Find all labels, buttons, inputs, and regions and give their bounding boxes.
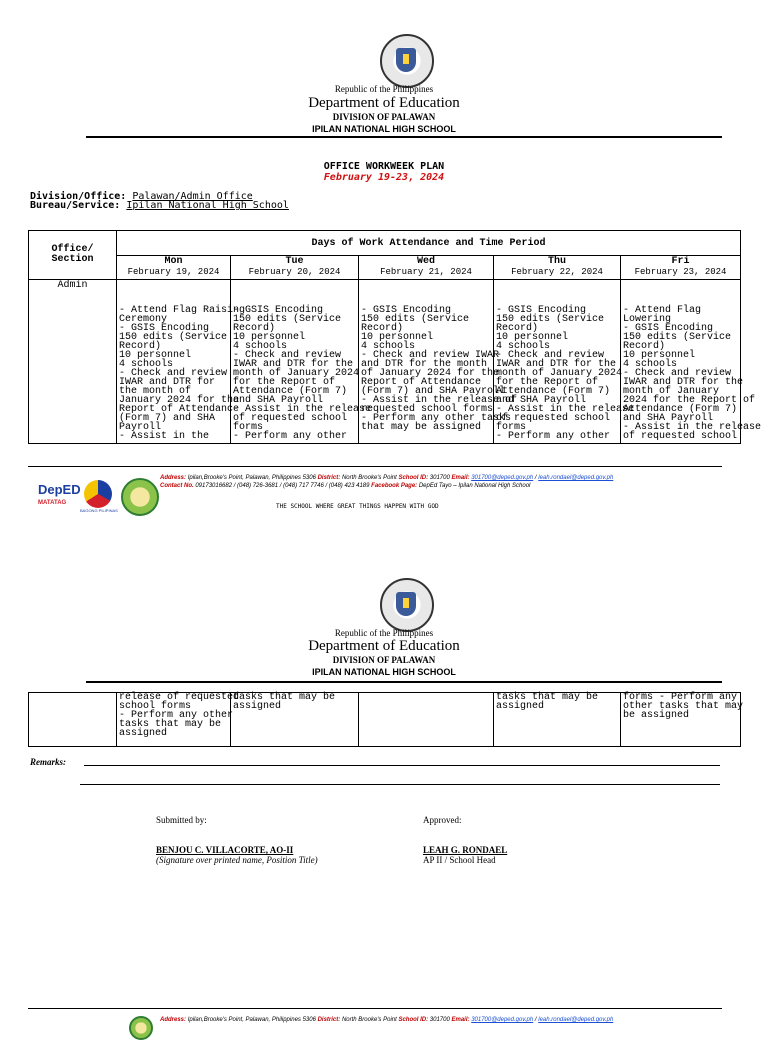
task-line: 150 edits (Service (119, 332, 228, 343)
task-line: month of January 2024 (496, 368, 623, 379)
task-line: IWAR and DTR for the (233, 359, 354, 370)
workweek-table-continued (28, 692, 744, 747)
task-line: Report of Attendance (119, 404, 240, 415)
bagong-pilipinas-logo-icon (84, 480, 112, 508)
task-line: 150 edits (Service (361, 314, 470, 325)
department-title: Department of Education (308, 95, 460, 111)
task-line: 10 personnel (233, 332, 306, 343)
task-line: - Perform any other (496, 431, 611, 442)
task-line: - Attend Flag Raising (119, 305, 246, 316)
tasks-tue (231, 280, 372, 444)
email-link-2[interactable]: leah.rondael@deped.gov.ph (538, 1017, 614, 1023)
deped-seal-icon-page2 (380, 578, 434, 632)
submitted-by-label: Submitted by: (156, 815, 207, 825)
task-line: release of requested (119, 692, 240, 703)
task-line: - Assist in the (119, 431, 210, 442)
task-line: - Perform any other tasks (361, 413, 512, 424)
facebook-value: DepEd Tayo – Ipilan National High School (418, 483, 531, 489)
day-header-tue (231, 256, 359, 280)
task-line: of January 2024 for the (361, 368, 500, 379)
day-date: February 21, 2024 (380, 267, 472, 277)
task-line: Payroll (119, 422, 162, 433)
address-value: Ipilan,Brooke's Point, Palawan, Philippines 5306 (187, 1017, 316, 1023)
bureau-service-value: Ipilan National High School (126, 200, 289, 211)
division-title-page2: DIVISION OF PALAWAN (332, 655, 436, 665)
department-title-page2: Department of Education (308, 638, 460, 654)
deped-logo: DepED (38, 482, 81, 497)
task-line: 10 personnel (496, 332, 569, 343)
task-line: 4 schools (361, 341, 416, 352)
tasks-wed-continued (359, 693, 494, 747)
task-line: 10 personnel (623, 350, 696, 361)
address-label: Address: (160, 475, 187, 481)
tasks-fri (621, 280, 762, 444)
task-line: forms (496, 422, 527, 433)
plan-date-range: February 19-23, 2024 (323, 172, 445, 183)
school-title-page2: IPILAN NATIONAL HIGH SCHOOL (312, 667, 456, 677)
day-header-thu (494, 256, 621, 280)
day-name: Fri (671, 256, 690, 267)
day-date: February 19, 2024 (127, 267, 220, 277)
republic-label-page2: Republic of the Philippines (334, 628, 434, 638)
task-line: - GSIS Encoding (361, 305, 452, 316)
tasks-mon-continued (117, 692, 240, 747)
task-line: assigned (119, 728, 168, 739)
approver-title: AP II / School Head (423, 855, 496, 865)
task-line: tasks that may be (233, 692, 336, 703)
submitter-name: BENJOU C. VILLACORTE, AO-II (156, 845, 294, 855)
tasks-tue-continued (231, 693, 359, 747)
task-line: - Check and review (119, 368, 228, 379)
email-link-2[interactable]: leah.rondael@deped.gov.ph (538, 475, 614, 481)
task-line: for the Report of (496, 377, 599, 388)
email-label: Email: (451, 475, 470, 481)
tasks-thu-continued (494, 693, 621, 747)
task-line: - Check and review IWAR (361, 350, 500, 361)
task-line: that may be assigned (361, 422, 482, 433)
task-line: January 2024 for the (119, 395, 240, 406)
task-line: tasks that may be (119, 719, 222, 730)
task-line: and DTR for the month (361, 359, 488, 370)
republic-label: Republic of the Philippines (334, 84, 434, 94)
footer-contact-line (160, 482, 530, 490)
section-cell: Admin (29, 280, 117, 444)
task-line: - GSIS Encoding (496, 305, 587, 316)
remarks-label: Remarks (30, 757, 64, 767)
task-line: be assigned (623, 710, 690, 721)
section-cell-continued (29, 693, 117, 747)
task-line: 4 schools (496, 341, 551, 352)
header-divider-page2 (86, 681, 722, 683)
footer-divider-page2 (28, 1008, 722, 1009)
remarks-line-2 (80, 784, 720, 785)
task-line: and SHA Payroll (623, 413, 714, 424)
task-line: other tasks that may (623, 701, 744, 712)
day-date: February 22, 2024 (511, 267, 603, 277)
task-line: and SHA Payroll (233, 395, 324, 406)
day-header-wed (359, 256, 494, 280)
task-line: 4 schools (623, 359, 678, 370)
division-office-label: Division/Office: (30, 191, 127, 202)
period-header: Days of Work Attendance and Time Period (117, 231, 741, 256)
task-line: - Attend Flag (623, 305, 702, 316)
task-line: of requested school (233, 413, 348, 424)
workweek-table (28, 230, 762, 444)
remarks-row: Remarks: (30, 757, 67, 767)
day-name: Tue (285, 256, 304, 267)
task-line: Ceremony (119, 314, 168, 325)
bureau-service-row (30, 201, 289, 211)
day-name: Wed (416, 256, 435, 267)
day-name: Thu (547, 256, 566, 267)
address-label: Address: (160, 1017, 187, 1023)
task-line: - Assist in the release (623, 422, 762, 433)
task-line: - Check and review (496, 350, 605, 361)
task-line: 4 schools (233, 341, 288, 352)
task-line: - Assist in the release (233, 404, 372, 415)
schoolid-label: School ID: (398, 1017, 429, 1023)
division-office-value: Palawan/Admin Office (132, 191, 253, 202)
bagong-pilipinas-label: BAGONG PILIPINAS (80, 508, 118, 513)
email-label: Email: (451, 1017, 470, 1023)
task-line: Attendance (Form 7) (496, 386, 611, 397)
task-line: Record) (623, 341, 666, 352)
task-line: 4 schools (119, 359, 174, 370)
address-value: Ipilan,Brooke's Point, Palawan, Philippines 5306 (187, 475, 316, 481)
task-line: - Assist in the release of (361, 395, 518, 406)
schoolid-value: 301700 (429, 1017, 450, 1023)
task-line: month of January 2024 (233, 368, 360, 379)
submitter-note: (Signature over printed name, Position Title) (156, 855, 318, 865)
header-divider (86, 136, 722, 138)
task-line: - Perform any other (119, 710, 234, 721)
division-title: DIVISION OF PALAWAN (332, 112, 436, 122)
task-line: the month of (119, 386, 192, 397)
task-line: - Check and review (233, 350, 342, 361)
task-line: for the Report of (233, 377, 336, 388)
task-line: Record) (496, 323, 539, 334)
task-line: - GSIS Encoding (119, 323, 210, 334)
school-seal-icon (121, 478, 159, 516)
task-line: IWAR and DTR for (119, 377, 216, 388)
day-date: February 23, 2024 (634, 267, 727, 277)
task-line: 10 personnel (119, 350, 192, 361)
tasks-thu (494, 280, 635, 444)
tasks-wed (359, 280, 518, 444)
task-line: and SHA Payroll (496, 395, 587, 406)
contact-value: 09173016682 / (048) 726-3681 / (048) 717 7746 / (048) 423 4189 (195, 483, 370, 489)
day-header-mon (117, 256, 231, 280)
task-line: - Assist in the release (496, 404, 635, 415)
task-line: Record) (119, 341, 162, 352)
deped-seal-icon (380, 34, 434, 88)
remarks-line-1 (84, 765, 720, 766)
task-line: (Form 7) and SHA Payroll (361, 386, 506, 397)
approved-label: Approved: (423, 815, 462, 825)
task-line: requested school forms (361, 404, 494, 415)
approver-name: LEAH G. RONDAEL (423, 845, 508, 855)
day-header-fri (621, 256, 741, 280)
task-line: forms - Perform any (623, 692, 738, 703)
task-line: IWAR and DTR for the (496, 359, 617, 370)
task-line: (Form 7) and SHA (119, 413, 216, 424)
task-line: 150 edits (Service (623, 332, 732, 343)
facebook-label: Facebook Page: (371, 483, 418, 489)
bureau-service-label: Bureau/Service: (30, 200, 121, 211)
footer-address-line: Address: Ipilan,Brooke's Point, Palawan, Philippines 5306 District: North Brooke's Point School ID: 301700 Email: 301700@deped.gov.ph / leah.rondael@deped.gov.ph (160, 475, 614, 481)
task-line: school forms (119, 701, 192, 712)
office-section-header: Office/ Section (29, 231, 117, 280)
district-label: District: (317, 475, 341, 481)
task-line: - Perform any other (233, 431, 348, 442)
schoolid-label: School ID: (398, 475, 429, 481)
matatag-logo: MATATAG (38, 500, 67, 506)
task-line: Lowering (623, 314, 672, 325)
task-line: 150 edits (Service (496, 314, 605, 325)
task-line: Attendance (Form 7) (233, 386, 348, 397)
task-line: of requested school (623, 431, 738, 442)
district-value: North Brooke's Point (341, 1017, 397, 1023)
email-link[interactable]: 301700@deped.gov.ph (471, 1017, 534, 1023)
tasks-fri-continued (621, 692, 744, 747)
task-line: 10 personnel (361, 332, 434, 343)
tasks-mon (117, 280, 246, 444)
task-line: forms (233, 422, 264, 433)
task-line: assigned (233, 701, 282, 712)
task-line: Record) (233, 323, 276, 334)
plan-title: OFFICE WORKWEEK PLAN (323, 161, 445, 172)
task-line: of requested school (496, 413, 611, 424)
footer-address-line-page2: Address: Ipilan,Brooke's Point, Palawan, Philippines 5306 District: North Brooke's Point School ID: 301700 Email: 301700@deped.gov.ph / leah.rondael@deped.gov.ph (160, 1017, 614, 1023)
task-line: Attendance (Form 7) (623, 404, 738, 415)
task-line: assigned (496, 701, 545, 712)
task-line: Record) (361, 323, 404, 334)
district-label: District: (317, 1017, 341, 1023)
task-line: - Check and review (623, 368, 732, 379)
task-line: 150 edits (Service (233, 314, 342, 325)
district-value: North Brooke's Point (341, 475, 397, 481)
school-title: IPILAN NATIONAL HIGH SCHOOL (312, 124, 456, 134)
schoolid-value: 301700 (429, 475, 450, 481)
task-line: - GSIS Encoding (233, 305, 324, 316)
day-date: February 20, 2024 (248, 267, 341, 277)
task-line: - GSIS Encoding (623, 323, 714, 334)
task-line: 2024 for the Report of (623, 395, 756, 406)
task-line: Report of Attendance (361, 377, 482, 388)
task-line: tasks that may be (496, 692, 599, 703)
day-name: Mon (164, 256, 183, 267)
task-line: IWAR and DTR for the (623, 377, 744, 388)
school-motto: THE SCHOOL WHERE GREAT THINGS HAPPEN WITH GOD (276, 503, 439, 510)
footer-divider (28, 466, 722, 467)
email-link[interactable]: 301700@deped.gov.ph (471, 475, 534, 481)
task-line: month of January (623, 386, 720, 397)
contact-label: Contact No. (160, 483, 194, 489)
school-seal-icon-page2 (129, 1016, 153, 1040)
